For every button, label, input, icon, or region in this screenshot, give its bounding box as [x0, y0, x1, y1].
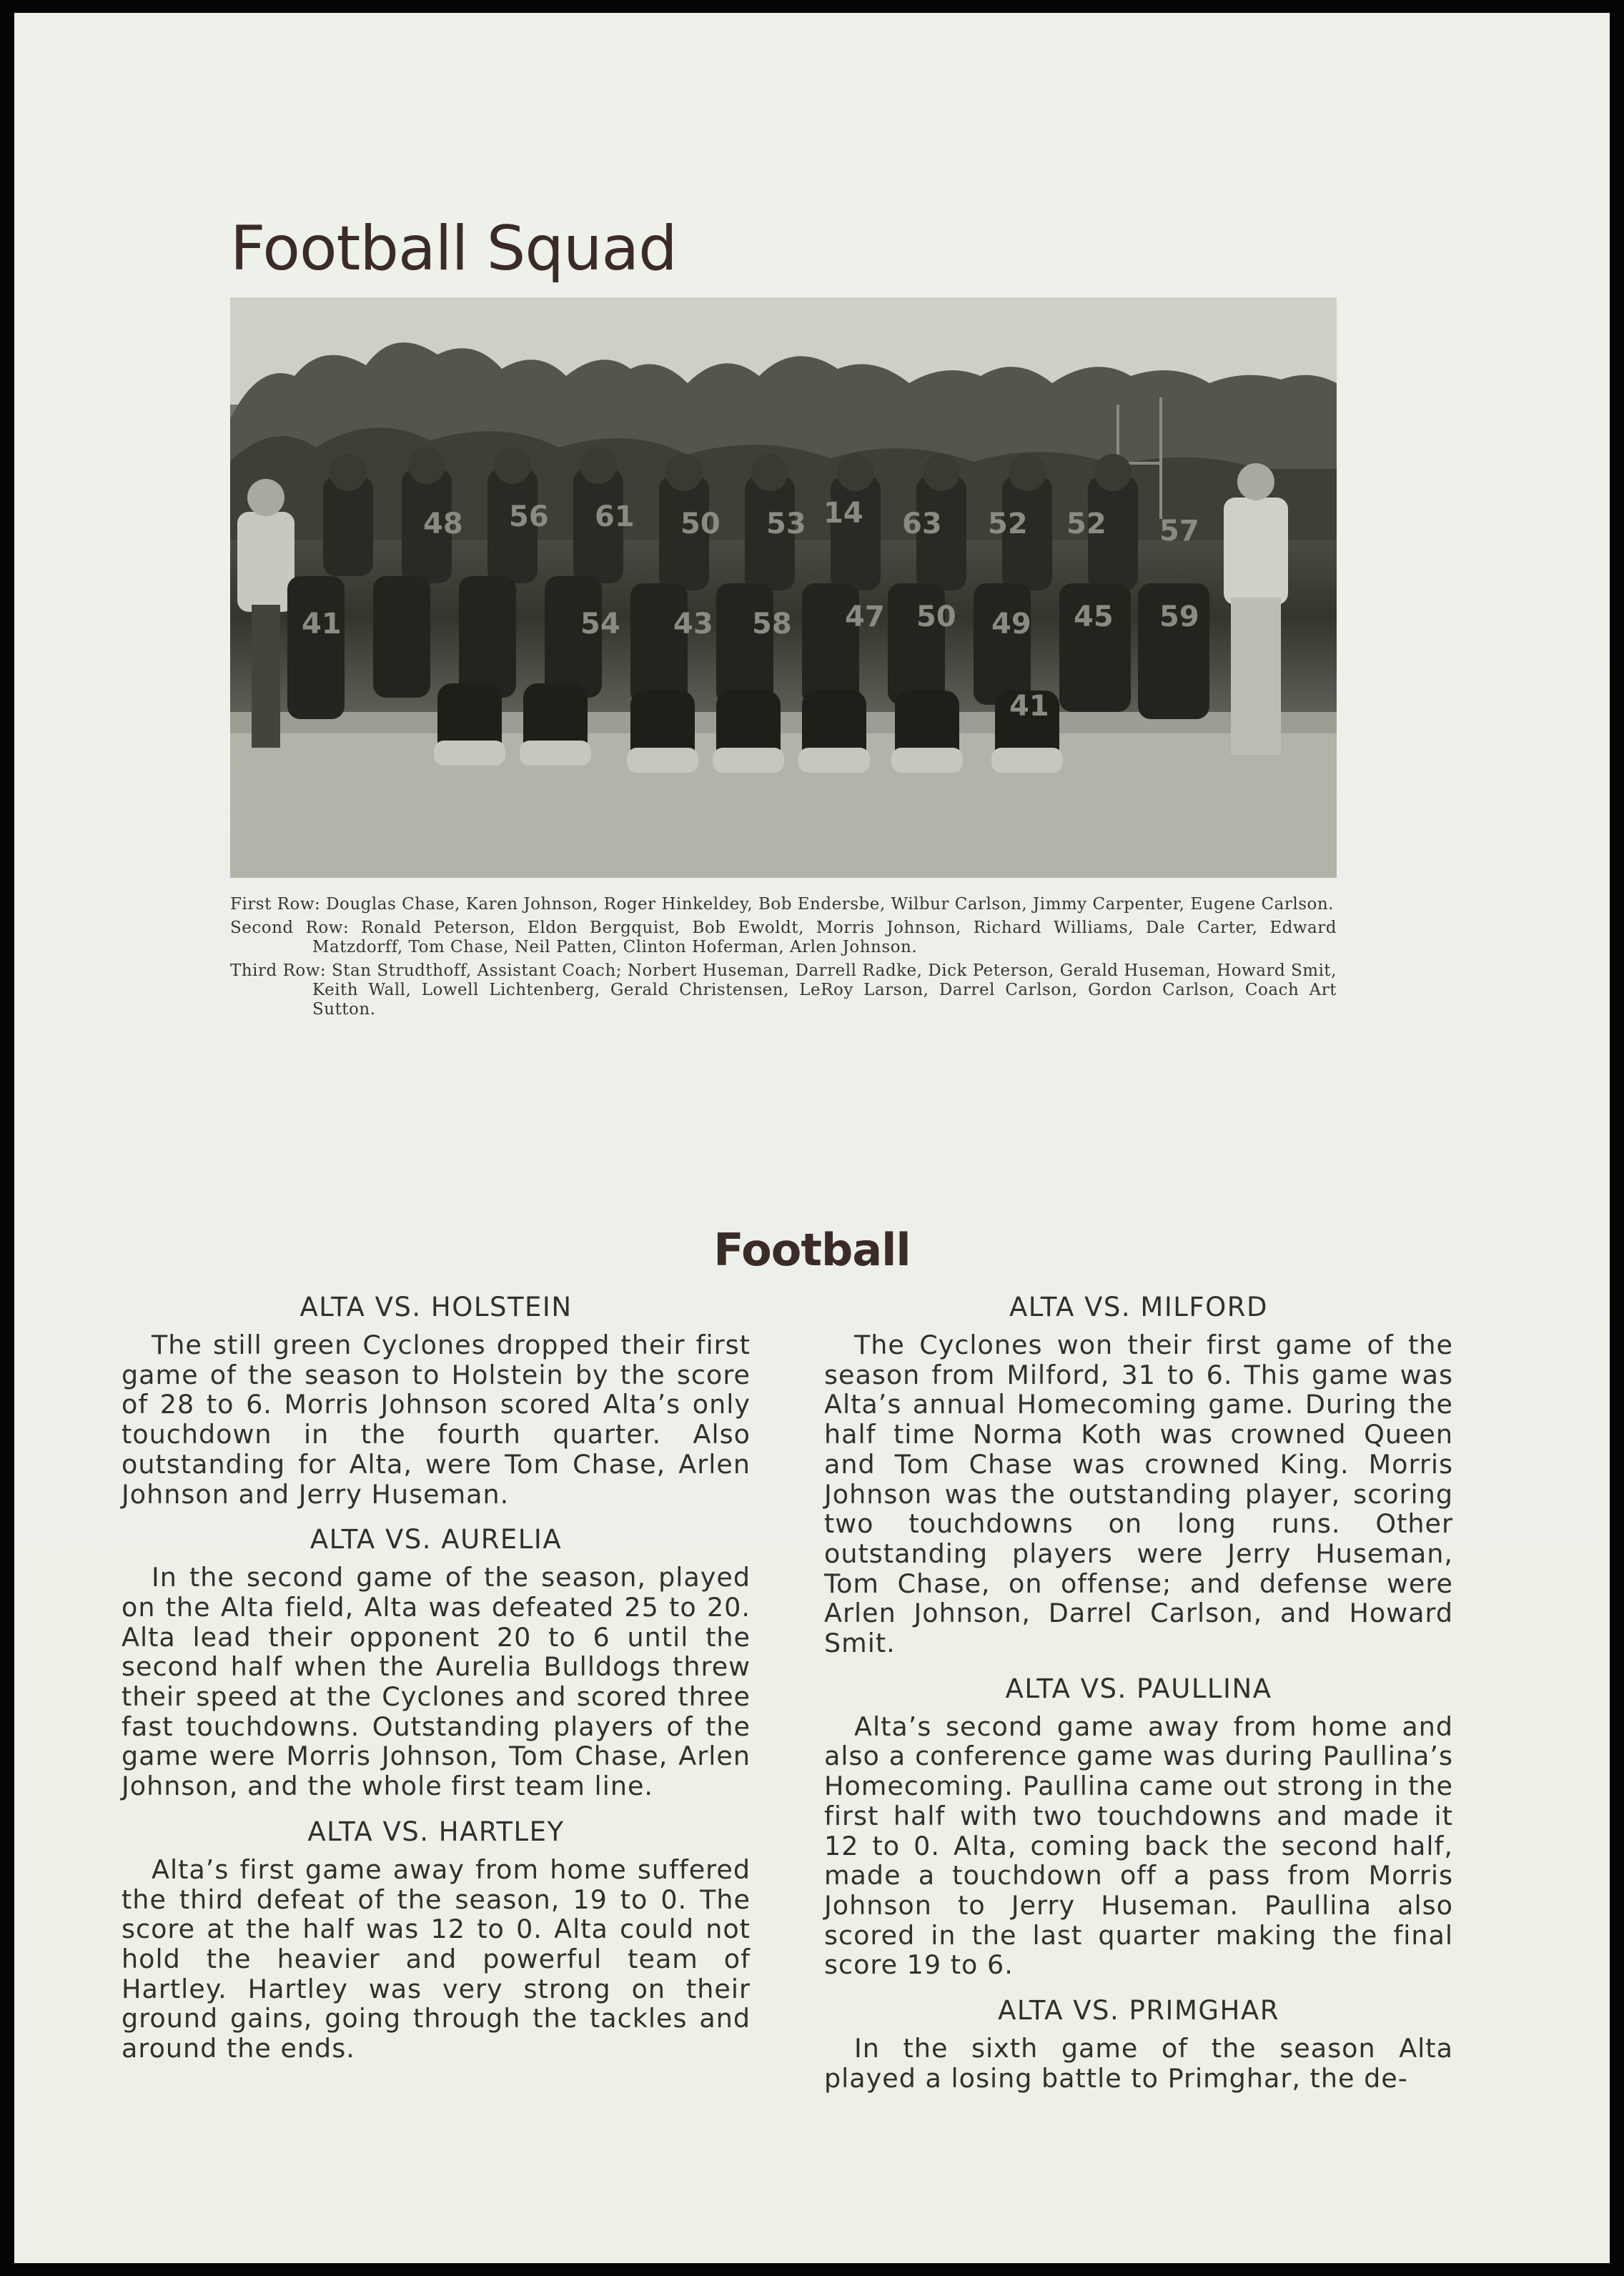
jersey-number: 50 — [916, 600, 956, 633]
jersey-number: 52 — [1066, 508, 1106, 540]
game-text-paullina: Alta’s second game away from home and also a conference game was during Paullina’s Homecoming. Paullina came out strong in the first half with two touchdowns and made it 12 to 0. Alta, coming back the second half, made a touchdown off a pass from Morris Johnson to Jerry Huseman. Paullina also scored in the last quarter making the final score 19 to 6. — [824, 1711, 1453, 1981]
jersey-number: 45 — [1074, 600, 1114, 633]
game-text-primghar: In the sixth game of the season Alta played a losing battle to Primghar, the de- — [824, 2033, 1453, 2094]
game-text-holstein: The still green Cyclones dropped their first game of the season to Holstein by the score of 28 to 6. Morris Johnson scored Alta’s only touchdown in the fourth quarter. Also outstanding for Alta, were Tom Chase, Arlen Johnson and Jerry Huseman. — [122, 1330, 751, 1510]
yearbook-page — [14, 13, 1610, 2263]
caption-first-row: First Row: Douglas Chase, Karen Johnson, Roger Hinkeldey, Bob Endersbe, Wilbur Carlson, Jimmy Carpenter, Eugene Carlson. — [230, 895, 1334, 914]
game-heading-primghar: ALTA VS. PRIMGHAR — [998, 1995, 1279, 2027]
jersey-number: 52 — [988, 508, 1028, 540]
team-photo — [230, 297, 1337, 878]
left-column — [122, 1292, 751, 2079]
jersey-number: 54 — [580, 608, 620, 640]
jersey-number: 57 — [1159, 515, 1199, 548]
jersey-number: 49 — [991, 608, 1031, 640]
jersey-number: 14 — [823, 497, 863, 530]
game-heading-paullina: ALTA VS. PAULLINA — [1005, 1673, 1272, 1704]
caption-third-row: Third Row: Stan Strudthoff, Assistant Coach; Norbert Huseman, Darrell Radke, Dick Peterson, Gerald Huseman, Howard Smit, Keith Wall, Lowell Lichtenberg, Gerald Christensen, LeRoy Larson, Darrel Carlson, Gordon Carlson, Coach Art Sutton. — [230, 961, 1337, 1019]
jersey-number: 47 — [845, 600, 885, 633]
photo-caption — [230, 895, 1337, 1024]
jersey-number: 53 — [766, 508, 806, 540]
jersey-number: 48 — [423, 508, 463, 540]
jersey-number: 41 — [1009, 690, 1049, 723]
jersey-number: 56 — [509, 500, 549, 533]
game-text-aurelia: In the second game of the season, played on the Alta field, Alta was defeated 25 to 20. Alta lead their opponent 20 to 6 until the second half when the Aurelia Bulldogs threw their speed at the Cyclones and scored three fast touchdowns. Outstanding players of the game were Morris Johnson, Tom Chase, Arlen Johnson, and the whole first team line. — [122, 1562, 751, 1802]
game-heading-hartley: ALTA VS. HARTLEY — [307, 1816, 565, 1847]
jersey-number: 43 — [673, 608, 713, 640]
jersey-number: 41 — [302, 608, 342, 640]
right-column — [824, 1292, 1453, 2109]
jersey-number: 50 — [680, 508, 721, 540]
football-section-title: Football — [713, 1224, 911, 1276]
jersey-number: 58 — [752, 608, 792, 640]
game-text-hartley: Alta’s first game away from home suffered the third defeat of the season, 19 to 0. The score at the half was 12 to 0. Alta could not hold the heavier and powerful team of Hartley. Hartley was very strong on their ground gains, going through the tackles and around the ends. — [122, 1854, 751, 2064]
jersey-number: 63 — [902, 508, 942, 540]
team-photo-illustration — [230, 297, 1337, 878]
jersey-number: 61 — [595, 500, 635, 533]
game-heading-aurelia: ALTA VS. AURELIA — [310, 1524, 563, 1555]
game-heading-milford: ALTA VS. MILFORD — [1009, 1292, 1268, 1322]
squad-title: Football Squad — [230, 213, 677, 284]
caption-second-row: Second Row: Ronald Peterson, Eldon Bergquist, Bob Ewoldt, Morris Johnson, Richard Williams, Dale Carter, Edward Matzdorff, Tom Chase, Neil Patten, Clinton Hoferman, Arlen Johnson. — [230, 919, 1337, 956]
game-heading-holstein: ALTA VS. HOLSTEIN — [299, 1292, 573, 1322]
game-text-milford: The Cyclones won their first game of the season from Milford, 31 to 6. This game was Alta’s annual Homecoming game. During the half time Norma Koth was crowned Queen and Tom Chase was crowned King. Morris Johnson was the outstanding player, scoring two touchdowns on long runs. Other outstanding players were Jerry Huseman, Tom Chase, on offense; and defense were Arlen Johnson, Darrel Carlson, and Howard Smit. — [824, 1330, 1453, 1659]
jersey-number: 59 — [1159, 600, 1199, 633]
